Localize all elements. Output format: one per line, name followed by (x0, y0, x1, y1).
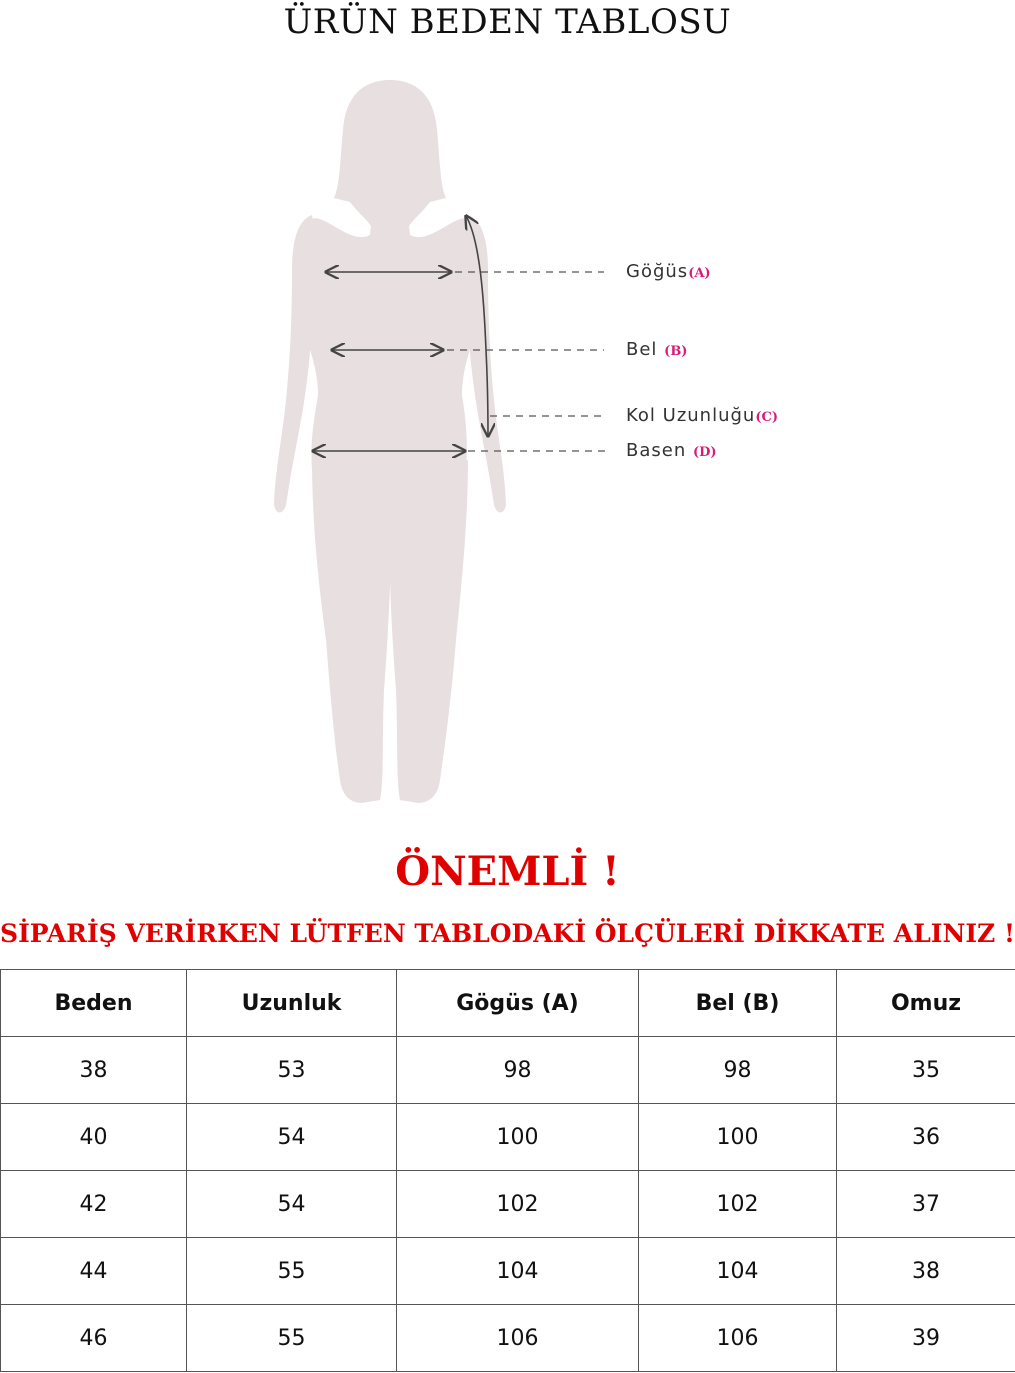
table-row (1, 1238, 1015, 1305)
hip-code: (D) (692, 445, 717, 460)
size-table (0, 969, 1015, 1372)
table-cell: 98 (397, 1037, 639, 1104)
header-uzunluk: Uzunluk (187, 970, 397, 1037)
table-cell: 102 (397, 1171, 639, 1238)
table-row (1, 1171, 1015, 1238)
table-cell: 36 (837, 1104, 1015, 1171)
table-cell: 55 (187, 1238, 397, 1305)
table-cell: 100 (639, 1104, 837, 1171)
table-cell: 42 (1, 1171, 187, 1238)
table-cell: 54 (187, 1171, 397, 1238)
table-cell: 38 (1, 1037, 187, 1104)
table-cell: 104 (639, 1238, 837, 1305)
header-bel: Bel (B) (639, 970, 837, 1037)
table-cell: 39 (837, 1305, 1015, 1372)
chest-label-text: Göğüs (626, 261, 689, 282)
table-header-row (1, 970, 1015, 1037)
table-cell: 100 (397, 1104, 639, 1171)
sleeve-label-text: Kol Uzunluğu (626, 405, 756, 426)
hip-measure-label (626, 440, 717, 461)
table-cell: 55 (187, 1305, 397, 1372)
header-beden: Beden (1, 970, 187, 1037)
page-title: ÜRÜN BEDEN TABLOSU (283, 2, 732, 42)
table-cell: 38 (837, 1238, 1015, 1305)
chest-measure-label (626, 261, 711, 282)
waist-label-text: Bel (626, 339, 658, 360)
waist-code: (B) (664, 344, 688, 359)
table-cell: 35 (837, 1037, 1015, 1104)
chest-code: (A) (688, 266, 711, 281)
hip-label-text: Basen (626, 440, 687, 461)
table-row (1, 1104, 1015, 1171)
table-cell: 104 (397, 1238, 639, 1305)
table-cell: 106 (397, 1305, 639, 1372)
header-gogus: Gögüs (A) (397, 970, 639, 1037)
table-cell: 40 (1, 1104, 187, 1171)
table-cell: 106 (639, 1305, 837, 1372)
sleeve-code: (C) (755, 410, 778, 425)
table-cell: 46 (1, 1305, 187, 1372)
important-notice-text: SİPARİŞ VERİRKEN LÜTFEN TABLODAKİ ÖLÇÜLERİ DİKKATE ALINIZ ! (0, 919, 1015, 948)
table-row (1, 1305, 1015, 1372)
table-row (1, 1037, 1015, 1104)
header-omuz: Omuz (837, 970, 1015, 1037)
table-cell: 98 (639, 1037, 837, 1104)
table-cell: 54 (187, 1104, 397, 1171)
important-heading: ÖNEMLİ ! (395, 848, 620, 895)
sleeve-measure-label (626, 405, 778, 426)
table-cell: 102 (639, 1171, 837, 1238)
female-silhouette (274, 80, 506, 803)
table-cell: 37 (837, 1171, 1015, 1238)
table-cell: 53 (187, 1037, 397, 1104)
waist-measure-label (626, 339, 687, 360)
table-cell: 44 (1, 1238, 187, 1305)
